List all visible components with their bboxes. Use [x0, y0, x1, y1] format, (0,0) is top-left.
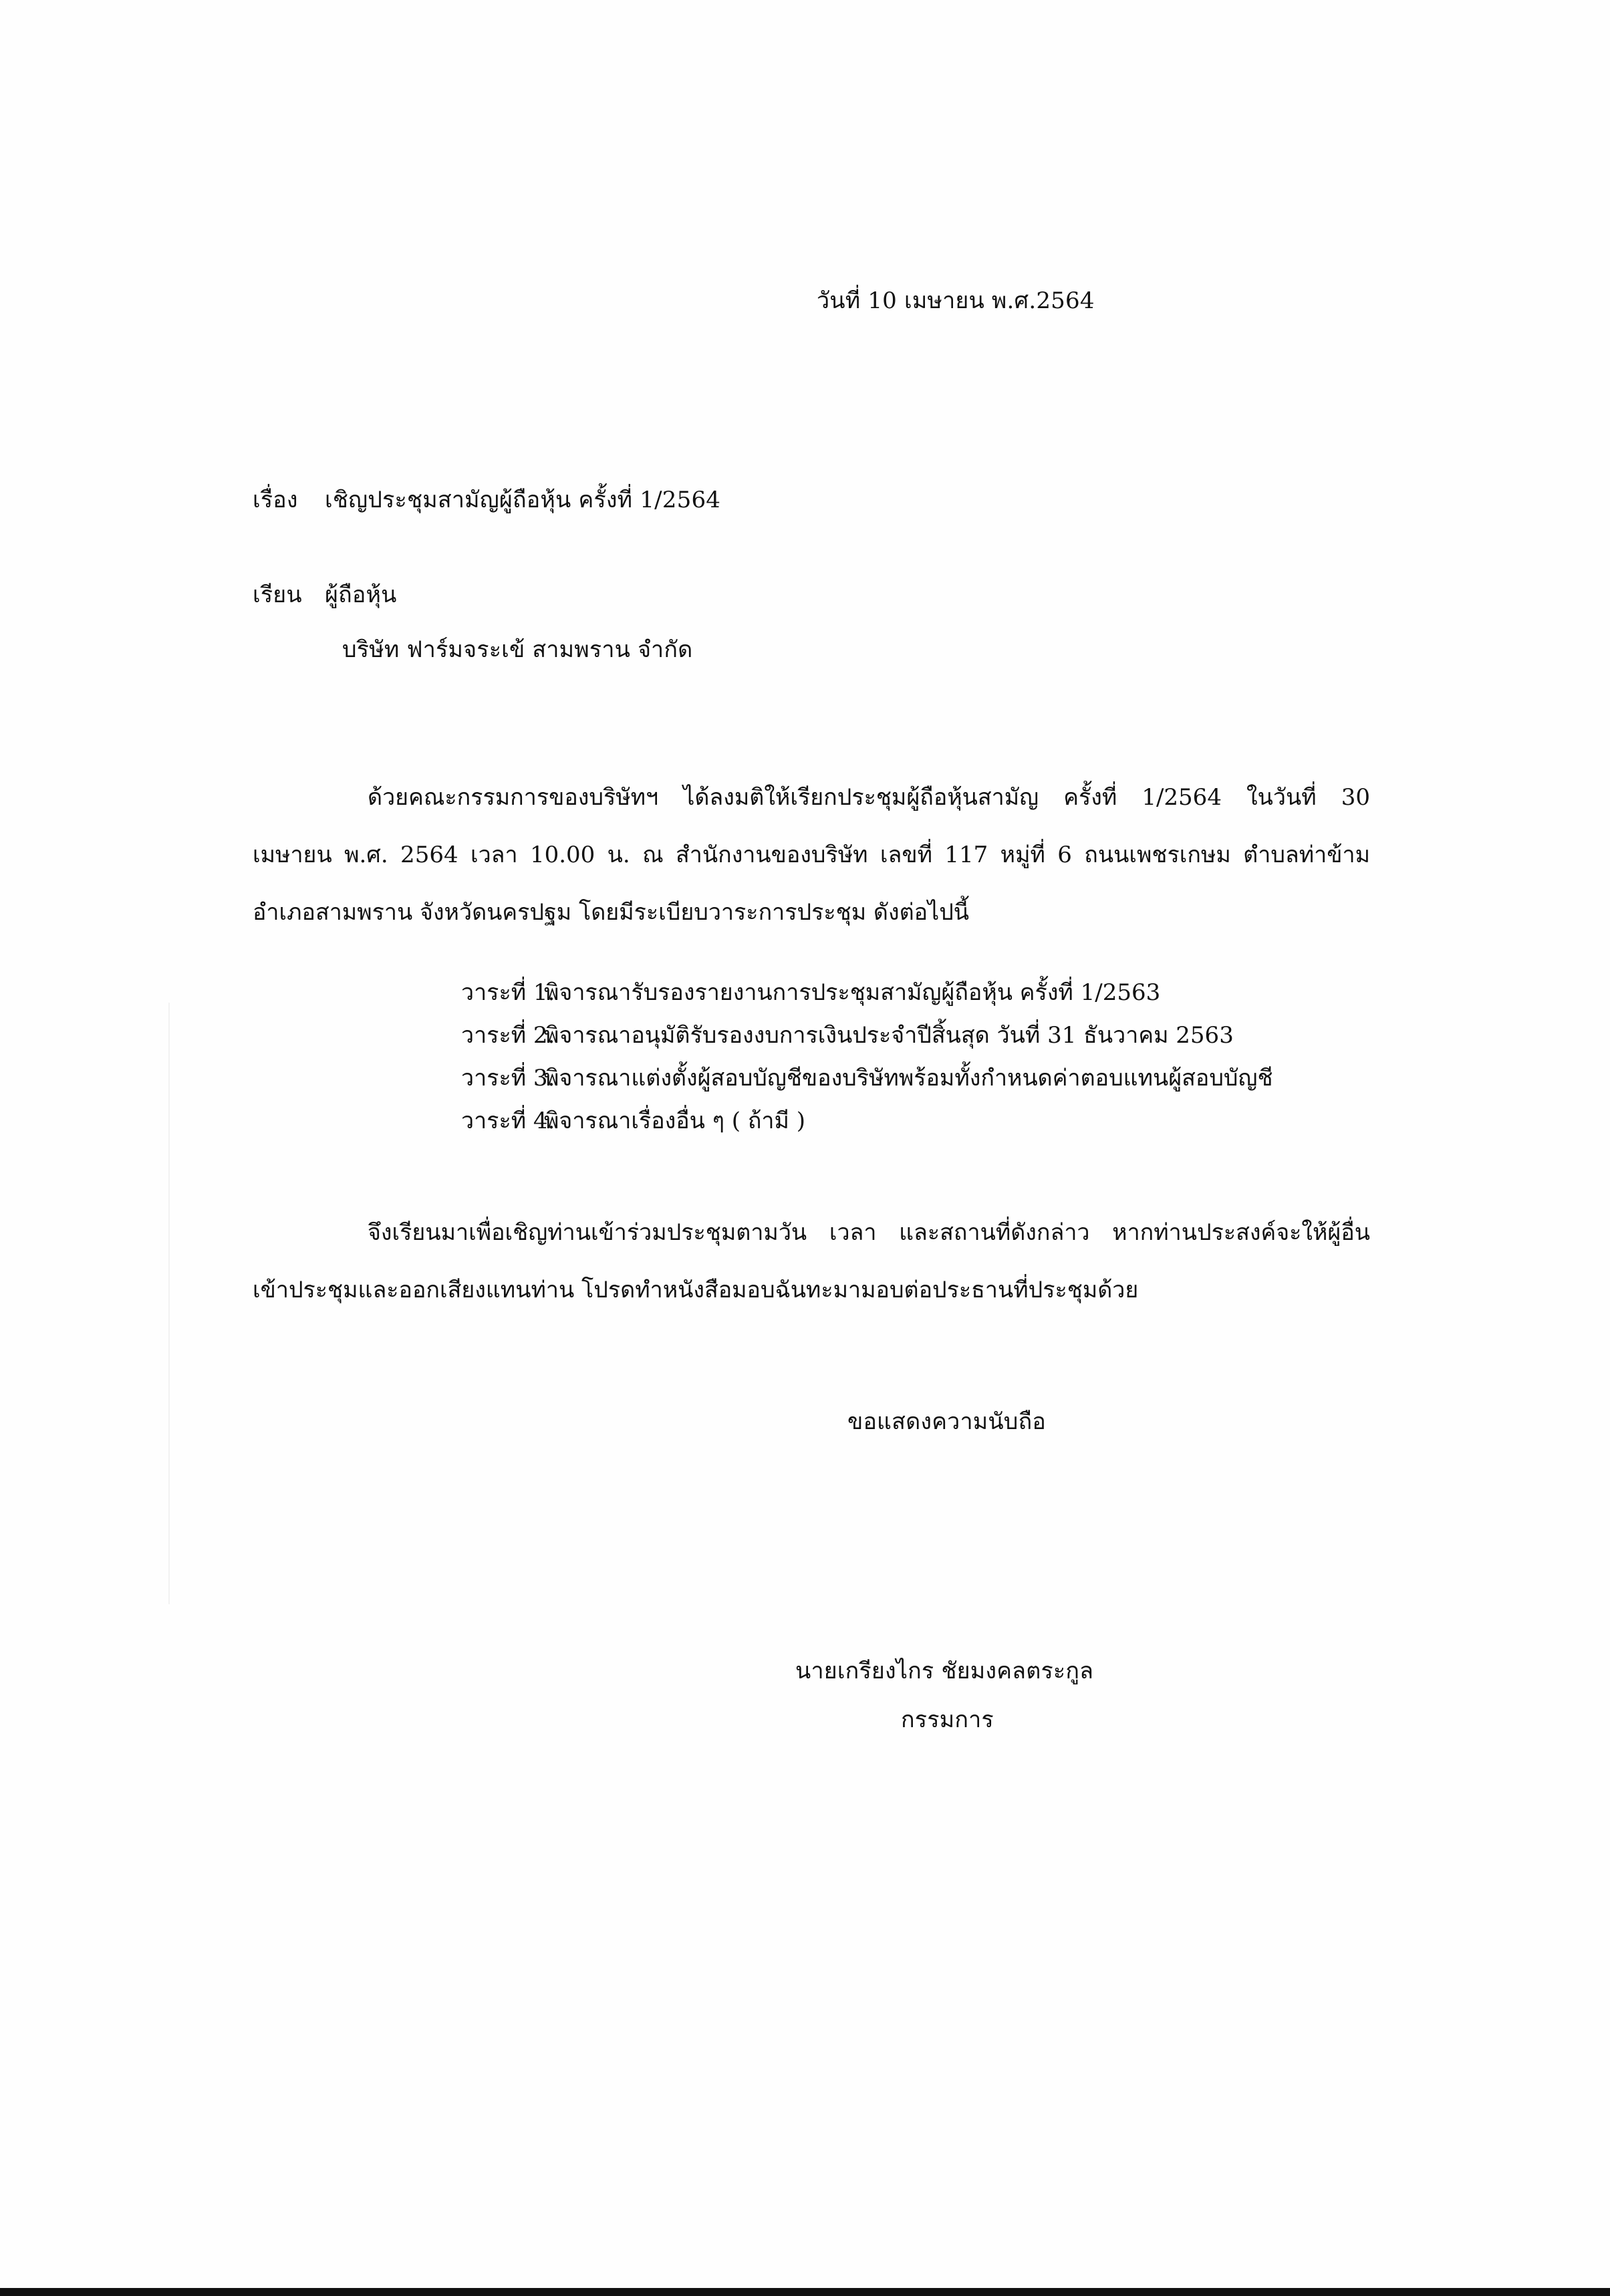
agenda-number: วาระที่ 3.: [461, 1065, 555, 1092]
recipient-label: เรียน: [253, 582, 302, 608]
signer-name: นายเกรียงไกร ชัยมงคลตระกูล: [795, 1658, 1094, 1684]
paragraph-line: จึงเรียนมาเพื่อเชิญท่านเข้าร่วมประชุมตามวัน เวลา และสถานที่ดังกล่าว หากท่านประสงค์จะให้ผู้อื่น: [368, 1219, 1370, 1246]
paragraph-line: เข้าประชุมและออกเสียงแทนท่าน โปรดทำหนังสือมอบฉันทะมามอบต่อประธานที่ประชุมด้วย: [253, 1277, 1139, 1303]
agenda-item: [461, 971, 1273, 1014]
agenda-text: พิจารณาแต่งตั้งผู้สอบบัญชีของบริษัทพร้อมทั้งกำหนดค่าตอบแทนผู้สอบบัญชี: [544, 1065, 1273, 1092]
agenda-text: พิจารณาอนุมัติรับรองงบการเงินประจำปีสิ้นสุด วันที่ 31 ธันวาคม 2563: [544, 1022, 1234, 1049]
agenda-list: [461, 971, 1273, 1142]
recipient-company: บริษัท ฟาร์มจระเข้ สามพราน จำกัด: [342, 636, 693, 663]
agenda-text: พิจารณารับรองรายงานการประชุมสามัญผู้ถือหุ้น ครั้งที่ 1/2563: [544, 979, 1161, 1006]
agenda-text: พิจารณาเรื่องอื่น ๆ ( ถ้ามี ): [544, 1108, 805, 1134]
scan-edge-mark: [168, 1003, 170, 1604]
agenda-number: วาระที่ 4.: [461, 1108, 555, 1134]
paragraph-line: เมษายน พ.ศ. 2564 เวลา 10.00 น. ณ สำนักงานของบริษัท เลขที่ 117 หมู่ที่ 6 ถนนเพชรเกษม ตำบลท่าข้าม: [253, 842, 1370, 868]
subject-label: เรื่อง: [253, 487, 298, 513]
recipient-text: ผู้ถือหุ้น: [325, 582, 397, 608]
body-paragraph-proxy: [253, 1204, 1370, 1319]
agenda-item: [461, 1100, 1273, 1142]
subject-line: [253, 485, 720, 515]
letter-date: วันที่ 10 เมษายน พ.ศ.2564: [817, 287, 1095, 314]
closing-salutation: ขอแสดงความนับถือ: [847, 1408, 1046, 1435]
body-paragraph-invitation: [253, 769, 1370, 941]
paragraph-line: ด้วยคณะกรรมการของบริษัทฯ ได้ลงมติให้เรียกประชุมผู้ถือหุ้นสามัญ ครั้งที่ 1/2564 ในวันที่ 30: [368, 784, 1370, 811]
scan-bottom-border: [0, 2288, 1610, 2296]
recipient-line: [253, 580, 397, 610]
agenda-number: วาระที่ 1.: [461, 979, 555, 1006]
subject-text: เชิญประชุมสามัญผู้ถือหุ้น ครั้งที่ 1/2564: [325, 487, 721, 513]
agenda-number: วาระที่ 2.: [461, 1022, 555, 1049]
agenda-item: [461, 1057, 1273, 1100]
agenda-item: [461, 1014, 1273, 1057]
paragraph-line: อำเภอสามพราน จังหวัดนครปฐม โดยมีระเบียบวาระการประชุม ดังต่อไปนี้: [253, 899, 970, 926]
signer-title: กรรมการ: [901, 1706, 994, 1733]
